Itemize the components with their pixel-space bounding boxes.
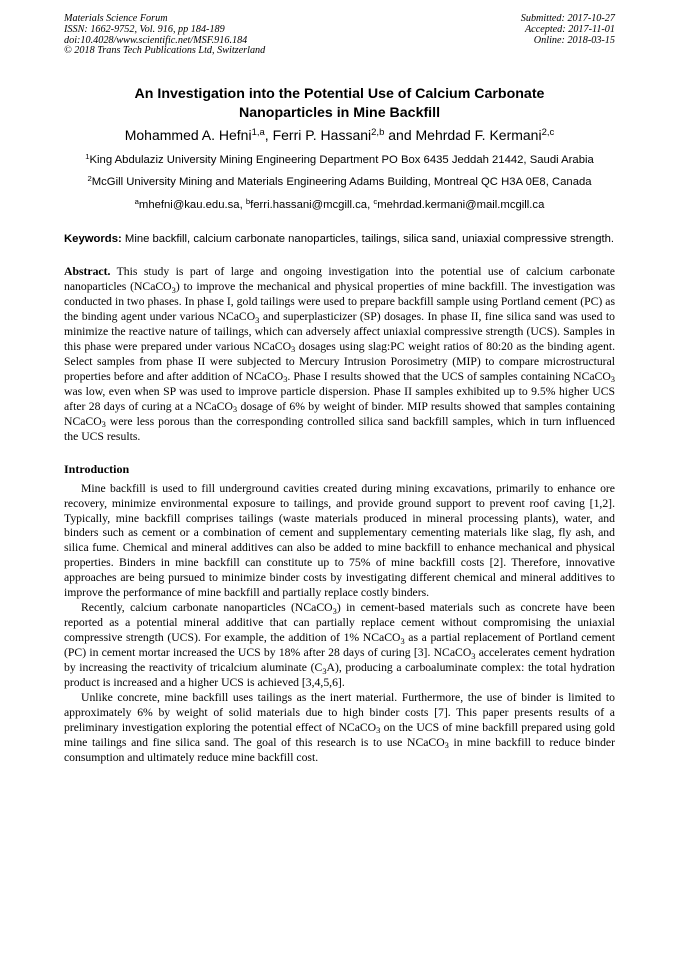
- intro-paragraph-2: [64, 601, 615, 691]
- author-superscript: 1,a: [251, 126, 265, 138]
- chemical-subscript: 3: [376, 725, 381, 736]
- chemical-subscript: 3: [444, 740, 449, 751]
- paragraph-text: A), producing a carboaluminate complex: the total hydration product is increased and a higher UCS is achieved [3,4,5,6].: [64, 661, 616, 690]
- affiliation-text: King Abdulaziz University Mining Engineering Department PO Box 6435 Jeddah 21442, Saudi Arabia: [89, 154, 594, 167]
- journal-issn: ISSN: 1662-9752, Vol. 916, pp 184-189: [64, 23, 225, 35]
- paragraph-text: accelerates cement hydration by increasing the reactivity of tricalcium aluminate (C: [64, 646, 615, 675]
- paper-page: [64, 14, 615, 766]
- author-separator: ,: [264, 127, 273, 144]
- intro-paragraph-1: Mine backfill is used to fill underground cavities created during mining excavations, primarily to enhance ore recovery, minimize environmental exposure to tailings, and provide ground support to prevent roof caving [1,2]. Typically, mine backfill comprises tailings (waste materials produced in mineral processing plants), water, and binders such as cement or a combination of cement and supplementary cementing materials like slag, fly ash, and silica fume. Chemical and mineral additives can also be added to mine backfill to enhance mechanical and physical properties. Binders in mine backfill can constitute up to 75% of mine backfill costs [2]. Therefore, innovative approaches are being pursued to minimize binder costs by investigating different chemical and mineral additives to improve the performance of mine backfill and partially replace costly binders.: [64, 481, 615, 600]
- paragraph-text: Unlike concrete, mine backfill uses tailings as the inert material. Furthermore, the use of binder is limited to approximately 6% by weight of solid materials due to high binder costs [7]. This paper presents results of a preliminary investigation exploring the potential effect of NCaCO: [64, 690, 615, 734]
- chemical-subscript: 3: [283, 374, 288, 385]
- accepted-date: Accepted: 2017-11-01: [524, 23, 615, 35]
- chemical-subscript: 3: [232, 404, 238, 415]
- journal-name: Materials Science Forum: [64, 13, 168, 24]
- email-link[interactable]: ferri.hassani@mcgill.ca: [250, 199, 368, 212]
- abstract-text: . Phase I results showed that the UCS of samples containing NCaCO: [287, 369, 611, 383]
- abstract-text: This study is part of large and ongoing investigation into the potential use of calcium carbonate nanoparticles (NCaCO: [64, 265, 615, 294]
- chemical-subscript: 3: [171, 284, 176, 295]
- paragraph-text: Recently, calcium carbonate nanoparticles (NCaCO: [81, 601, 333, 615]
- paragraph-text: ) in cement-based materials such as concrete have been reported as a potential mineral additive that can partially replace cement without compromising the uniaxial compressive strength (UCS). For example, the addition of 1% NCaCO: [64, 601, 615, 645]
- abstract-text: were less porous than the corresponding controlled silica sand backfill samples, which in turn influenced the UCS results.: [64, 414, 615, 443]
- keywords-text: Mine backfill, calcium carbonate nanoparticles, tailings, silica sand, uniaxial compressive strength.: [121, 233, 615, 246]
- online-date: Online: 2018-03-15: [533, 34, 615, 46]
- abstract-text: was low, even when SP was used to improve particle dispersion. Phase II samples exhibited up to 9.5% higher UCS after 28 days of curing at a NCaCO: [64, 384, 615, 413]
- author-name: Mohammed A. Hefni: [124, 127, 252, 144]
- chemical-subscript: 3: [322, 665, 327, 676]
- affiliation-number: 2: [87, 173, 92, 183]
- submitted-date: Submitted: 2017-10-27: [520, 13, 615, 24]
- affiliation-2: [64, 175, 615, 190]
- journal-doi: doi:10.4028/www.scientific.net/MSF.916.184: [64, 34, 248, 46]
- author-superscript: 2,c: [541, 126, 555, 138]
- abstract: [64, 265, 615, 444]
- title-line-1: An Investigation into the Potential Use of Calcium Carbonate: [134, 86, 545, 103]
- affiliation-number: 1: [85, 151, 90, 161]
- chemical-subscript: 3: [255, 314, 260, 325]
- keywords: [64, 232, 615, 247]
- author-emails: [64, 198, 615, 213]
- chemical-subscript: 3: [610, 374, 615, 385]
- email-separator: ,: [239, 199, 246, 212]
- email-link[interactable]: mhefni@kau.edu.sa: [138, 199, 240, 212]
- author-superscript: 2,b: [371, 126, 385, 138]
- abstract-text: dosage of 6% by weight of binder. MIP results showed that samples containing NCaCO: [64, 399, 615, 428]
- author-name: Ferri P. Hassani: [272, 127, 372, 144]
- author-list: [64, 126, 615, 145]
- chemical-subscript: 3: [101, 419, 106, 430]
- intro-paragraph-3: [64, 691, 615, 766]
- section-heading-introduction: Introduction: [64, 461, 130, 476]
- paper-title: [64, 85, 615, 123]
- journal-copyright: © 2018 Trans Tech Publications Ltd, Switzerland: [64, 45, 266, 57]
- chemical-subscript: 3: [400, 635, 405, 646]
- abstract-label: Abstract.: [64, 265, 111, 279]
- abstract-text: and superplasticizer (SP) dosages. In phase II, fine silica sand was used to minimize the reactive nature of tailings, which can adversely affect uniaxial compressive strength (UCS). Samples in this phase were prepared under various NCaCO: [64, 310, 615, 353]
- author-separator: and: [384, 127, 416, 144]
- affiliation-text: McGill University Mining and Materials Engineering Adams Building, Montreal QC H3A 0E8, Canada: [91, 176, 592, 189]
- journal-info: [64, 14, 265, 57]
- publication-dates: [521, 14, 615, 57]
- journal-header: [64, 14, 615, 57]
- email-key: b: [245, 196, 251, 206]
- chemical-subscript: 3: [291, 344, 296, 355]
- abstract-text: dosages using slag:PC weight ratios of 80:20 as the binding agent. Select samples from phase II were subjected to Mercury Intrusion Porosimetry (MIP) to compare microstructural properties before and after addition of NCaCO: [64, 339, 616, 383]
- email-separator: ,: [367, 199, 374, 212]
- paragraph-text: as a partial replacement of Portland cement (PC) in cement mortar increased the UCS by 18% after 28 days of curing [3]. NCaCO: [64, 631, 615, 660]
- abstract-text: ) to improve the mechanical and physical properties of mine backfill. The investigation was conducted in two phases. In phase I, gold tailings were used to prepare backfill sample using Portland cement (PC) as the binding agent under various NCaCO: [64, 280, 615, 324]
- affiliation-1: [64, 153, 615, 168]
- chemical-subscript: 3: [471, 650, 476, 661]
- email-key: a: [134, 196, 139, 206]
- email-link[interactable]: mehrdad.kermani@mail.mcgill.ca: [377, 199, 545, 212]
- author-name: Mehrdad F. Kermani: [415, 127, 542, 144]
- email-key: c: [373, 196, 378, 206]
- paragraph-text: in mine backfill to reduce binder consumption and ultimately reduce mine backfill cost.: [64, 735, 616, 764]
- title-line-2: Nanoparticles in Mine Backfill: [238, 105, 441, 122]
- keywords-label: Keywords:: [64, 233, 122, 246]
- paragraph-text: on the UCS of mine backfill prepared using gold mine tailings and fine silica sand. The goal of this research is to use NCaCO: [64, 720, 615, 749]
- chemical-subscript: 3: [332, 605, 337, 616]
